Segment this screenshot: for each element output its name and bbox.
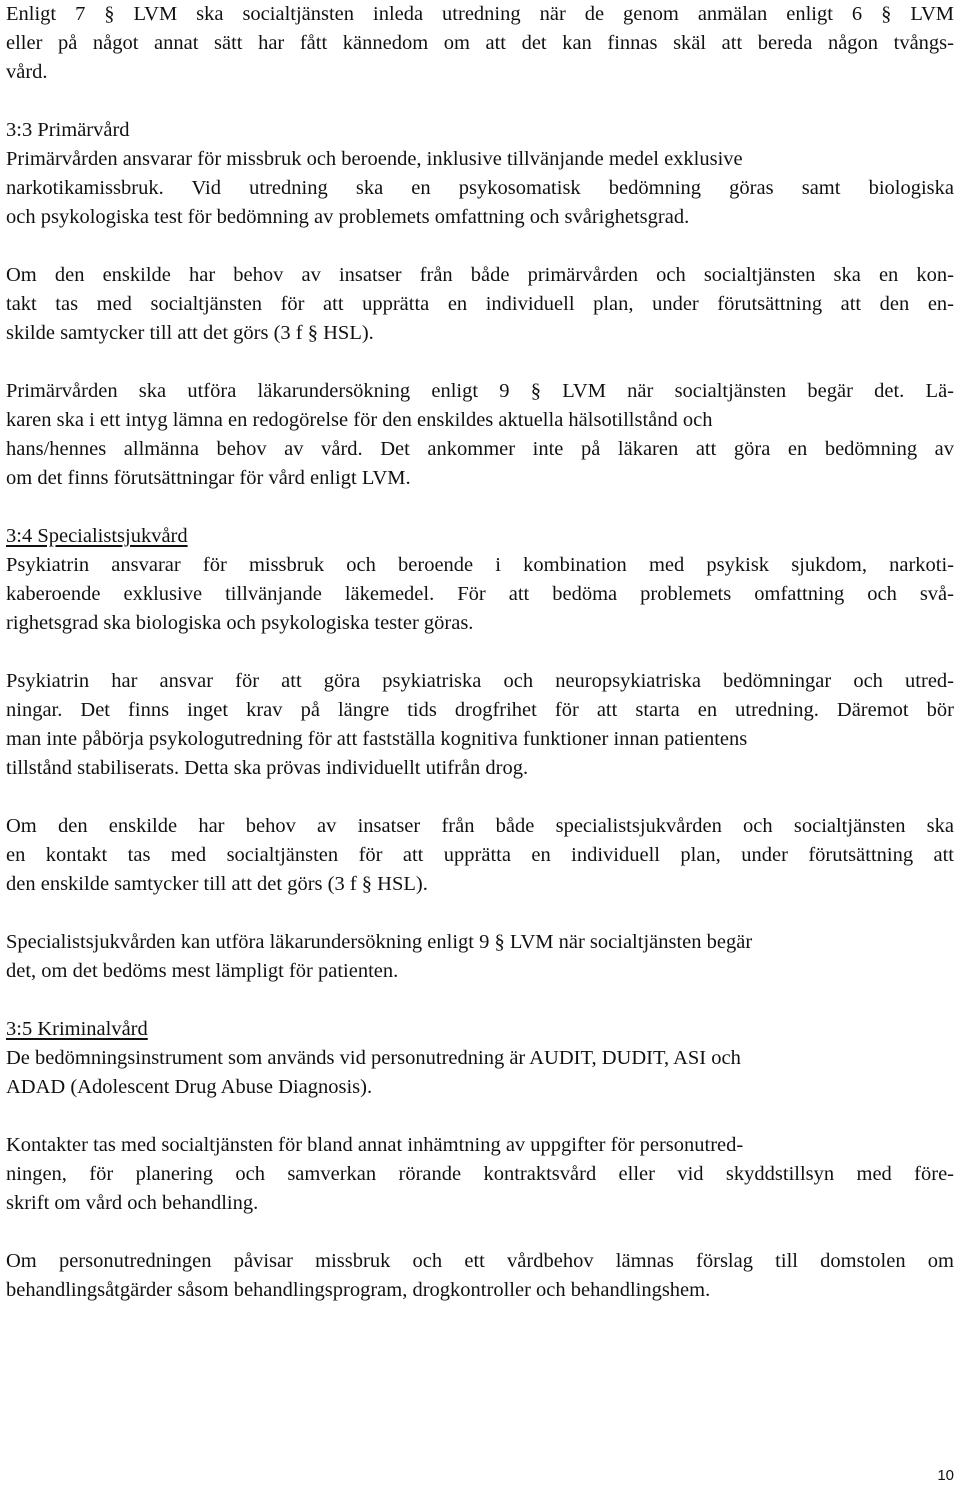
- paragraph-gap: [6, 493, 954, 522]
- text-line: Psykiatrin har ansvar för att göra psykiatriska och neuropsykiatriska bedömningar och utred-: [6, 670, 954, 692]
- paragraph: [6, 1015, 954, 1102]
- paragraph-gap: [6, 348, 954, 377]
- paragraph-gap: [6, 986, 954, 1015]
- text-line: en kontakt tas med socialtjänsten för att upprätta en individuell plan, under förutsättning att: [6, 844, 954, 866]
- paragraph: [6, 1247, 954, 1305]
- text-line: Om den enskilde har behov av insatser från både primärvården och socialtjänsten ska en kon-: [6, 264, 954, 286]
- paragraph-gap: [6, 899, 954, 928]
- text-line: Specialistsjukvården kan utföra läkarundersökning enligt 9 § LVM när socialtjänsten begär: [6, 931, 753, 953]
- text-line: Primärvården ska utföra läkarundersökning enligt 9 § LVM när socialtjänsten begär det. Lä-: [6, 380, 954, 402]
- text-line: Om personutredningen påvisar missbruk och ett vårdbehov lämnas förslag till domstolen om: [6, 1250, 954, 1272]
- paragraph: [6, 928, 954, 986]
- section-heading: [6, 1015, 954, 1044]
- paragraph: [6, 0, 954, 87]
- text-line: skilde samtycker till att det görs (3 f § HSL).: [6, 322, 374, 344]
- text-line: behandlingsåtgärder såsom behandlingsprogram, drogkontroller och behandlingshem.: [6, 1279, 711, 1301]
- paragraph-gap: [6, 87, 954, 116]
- text-line: vård.: [6, 61, 48, 83]
- paragraph-gap: [6, 783, 954, 812]
- text-line: ningen, för planering och samverkan rörande kontraktsvård eller vid skyddstillsyn med före-: [6, 1163, 954, 1185]
- text-line: kaberoende exklusive tillvänjande läkemedel. För att bedöma problemets omfattning och svå-: [6, 583, 954, 605]
- text-line: skrift om vård och behandling.: [6, 1192, 259, 1214]
- paragraph-gap: [6, 232, 954, 261]
- text-line: De bedömningsinstrument som används vid personutredning är AUDIT, DUDIT, ASI och: [6, 1047, 741, 1069]
- text-line: tillstånd stabiliserats. Detta ska prövas individuellt utifrån drog.: [6, 757, 529, 779]
- paragraph-gap: [6, 1218, 954, 1247]
- text-line: Enligt 7 § LVM ska socialtjänsten inleda utredning när de genom anmälan enligt 6 § LVM: [6, 3, 954, 25]
- paragraph-gap: [6, 638, 954, 667]
- paragraph: [6, 377, 954, 493]
- text-line: den enskilde samtycker till att det görs (3 f § HSL).: [6, 873, 428, 895]
- paragraph: [6, 522, 954, 638]
- paragraph: [6, 261, 954, 348]
- section-heading: [6, 522, 954, 551]
- paragraph: [6, 116, 954, 232]
- paragraph-gap: [6, 1102, 954, 1131]
- section-heading-text: 3:4 Specialistsjukvård: [6, 525, 188, 547]
- text-line: ningar. Det finns inget krav på längre tids drogfrihet för att starta en utredning. Däremot bör: [6, 699, 954, 721]
- paragraph: [6, 812, 954, 899]
- paragraph: [6, 667, 954, 783]
- section-heading: [6, 116, 954, 145]
- text-line: narkotikamissbruk. Vid utredning ska en psykosomatisk bedömning göras samt biologiska: [6, 177, 954, 199]
- text-line: Primärvården ansvarar för missbruk och beroende, inklusive tillvänjande medel exklusive: [6, 148, 743, 170]
- text-line: det, om det bedöms mest lämpligt för patienten.: [6, 960, 399, 982]
- text-line: Om den enskilde har behov av insatser från både specialistsjukvården och socialtjänsten ska: [6, 815, 954, 837]
- text-line: eller på något annat sätt har fått kännedom om att det kan finnas skäl att bereda någon tvångs-: [6, 32, 954, 54]
- section-heading-text: 3:3 Primärvård: [6, 119, 130, 141]
- text-line: takt tas med socialtjänsten för att upprätta en individuell plan, under förutsättning att den en-: [6, 293, 954, 315]
- text-line: hans/hennes allmänna behov av vård. Det ankommer inte på läkaren att göra en bedömning av: [6, 438, 954, 460]
- text-line: om det finns förutsättningar för vård enligt LVM.: [6, 467, 411, 489]
- paragraph: [6, 1131, 954, 1218]
- section-heading-text: 3:5 Kriminalvård: [6, 1018, 148, 1040]
- text-line: man inte påbörja psykologutredning för att fastställa kognitiva funktioner innan patientens: [6, 728, 748, 750]
- text-line: Psykiatrin ansvarar för missbruk och beroende i kombination med psykisk sjukdom, narkoti-: [6, 554, 954, 576]
- text-line: och psykologiska test för bedömning av problemets omfattning och svårighetsgrad.: [6, 206, 690, 228]
- text-line: Kontakter tas med socialtjänsten för bland annat inhämtning av uppgifter för personutred-: [6, 1134, 744, 1156]
- text-line: ADAD (Adolescent Drug Abuse Diagnosis).: [6, 1076, 373, 1098]
- page-number: 10: [937, 1467, 954, 1484]
- text-line: righetsgrad ska biologiska och psykologiska tester göras.: [6, 612, 474, 634]
- text-line: karen ska i ett intyg lämna en redogörelse för den enskildes aktuella hälsotillstånd och: [6, 409, 713, 431]
- document-page: [6, 0, 954, 1305]
